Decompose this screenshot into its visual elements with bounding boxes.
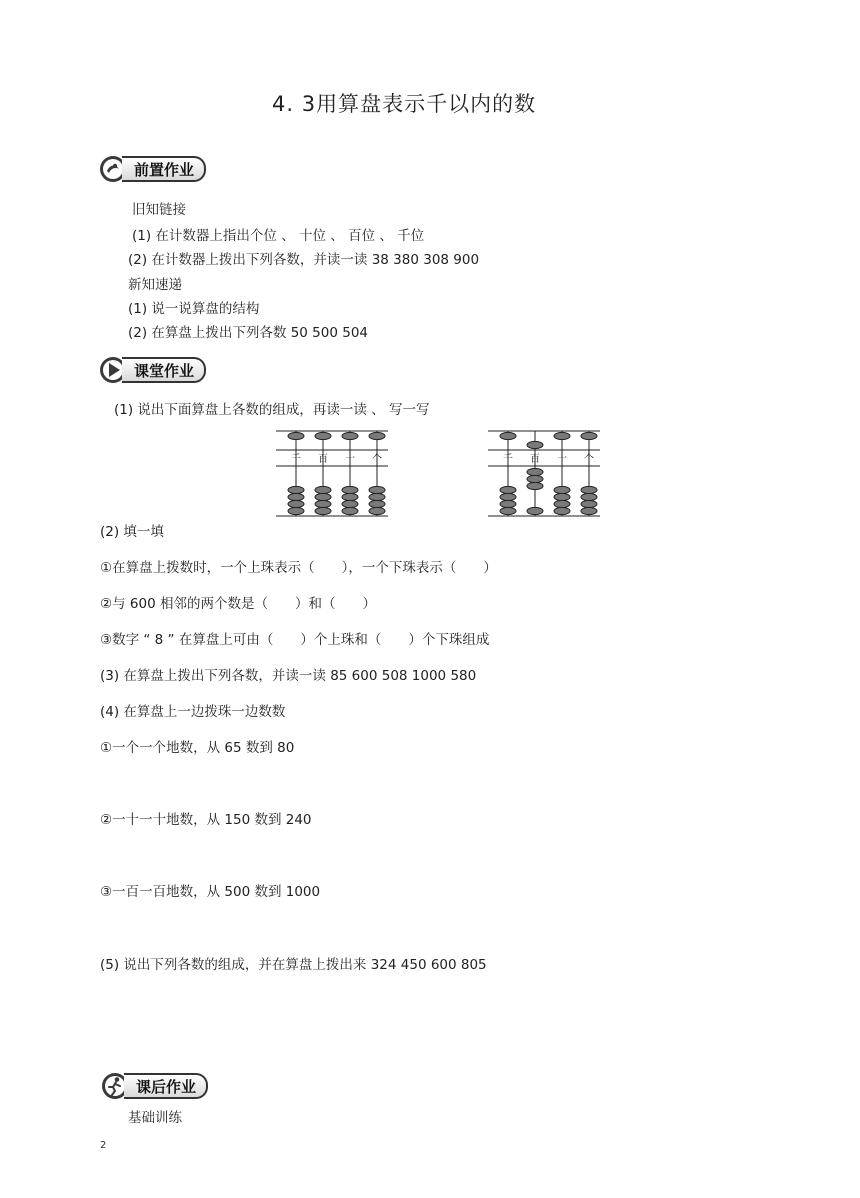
class-question-2c: ③数字 “ 8 ” 在算盘上可由（ ）个上珠和（ ）个下珠组成 xyxy=(100,632,490,648)
abacus-upper-bead xyxy=(527,441,543,448)
abacus-lower-bead xyxy=(527,475,543,482)
abacus-lower-bead xyxy=(342,507,358,514)
abacus-1-label-ge: 个 xyxy=(372,454,382,465)
abacus-lower-bead xyxy=(527,482,543,489)
class-question-3: (3) 在算盘上拨出下列各数，并读一读 85 600 508 1000 580 xyxy=(100,668,477,684)
abacus-lower-bead xyxy=(554,500,570,507)
class-question-4c: ③一百一百地数，从 500 数到 1000 xyxy=(100,884,321,900)
abacus-upper-bead xyxy=(342,432,358,439)
abacus-lower-bead xyxy=(500,500,516,507)
abacus-lower-bead xyxy=(581,486,597,493)
class-question-1: (1) 说出下面算盘上各数的组成，再读一读 、 写一写 xyxy=(114,402,430,418)
abacus-2 xyxy=(488,430,600,518)
class-question-4: (4) 在算盘上一边拨珠一边数数 xyxy=(100,704,286,720)
abacus-upper-bead xyxy=(500,432,516,439)
abacus-lower-bead xyxy=(500,507,516,514)
section-title-post: 课后作业 xyxy=(124,1073,208,1099)
abacus-lower-bead xyxy=(527,507,543,514)
class-question-5: (5) 说出下列各数的组成，并在算盘上拨出来 324 450 600 805 xyxy=(100,957,487,973)
pre-line-3: (2) 在计数器上拨出下列各数，并读一读 38 380 308 900 xyxy=(128,252,480,268)
section-badge-pre xyxy=(98,154,206,184)
abacus-2-label-bai: 百 xyxy=(530,454,540,465)
class-question-2a: ①在算盘上拨数时，一个上珠表示（ ），一个下珠表示（ ） xyxy=(100,560,497,576)
abacus-lower-bead xyxy=(288,486,304,493)
section-badge-post xyxy=(100,1071,208,1101)
abacus-upper-bead xyxy=(288,432,304,439)
abacus-2-label-ge: 个 xyxy=(584,454,594,465)
abacus-1 xyxy=(276,430,388,518)
post-line-1: 基础训练 xyxy=(128,1110,182,1126)
pre-line-6: (2) 在算盘上拨出下列各数 50 500 504 xyxy=(128,325,369,341)
abacus-lower-bead xyxy=(500,493,516,500)
abacus-lower-bead xyxy=(554,486,570,493)
abacus-upper-bead xyxy=(581,432,597,439)
abacus-lower-bead xyxy=(554,507,570,514)
class-question-4a: ①一个一个地数，从 65 数到 80 xyxy=(100,740,295,756)
abacus-lower-bead xyxy=(315,500,331,507)
abacus-2-label-shi: 十 xyxy=(557,454,567,465)
pre-line-5: (1) 说一说算盘的结构 xyxy=(128,301,260,317)
abacus-upper-bead xyxy=(369,432,385,439)
class-question-2: (2) 填一填 xyxy=(100,524,164,540)
abacus-lower-bead xyxy=(500,486,516,493)
abacus-lower-bead xyxy=(581,493,597,500)
abacus-1-label-bai: 百 xyxy=(318,454,328,465)
abacus-upper-bead xyxy=(315,432,331,439)
abacus-lower-bead xyxy=(315,493,331,500)
abacus-lower-bead xyxy=(554,493,570,500)
page-number: 2 xyxy=(100,1140,107,1151)
section-badge-class xyxy=(98,355,206,385)
class-question-2b: ②与 600 相邻的两个数是（ ）和（ ） xyxy=(100,596,376,612)
section-title-class: 课堂作业 xyxy=(122,357,206,383)
pre-line-1: 旧知链接 xyxy=(132,202,186,218)
abacus-lower-bead xyxy=(369,493,385,500)
pre-line-2: (1) 在计数器上指出个位 、 十位 、 百位 、 千位 xyxy=(132,228,425,244)
page-title: 4. 3用算盘表示千以内的数 xyxy=(272,92,537,116)
abacus-lower-bead xyxy=(369,500,385,507)
abacus-upper-bead xyxy=(554,432,570,439)
abacus-lower-bead xyxy=(288,507,304,514)
class-question-4b: ②一十一十地数，从 150 数到 240 xyxy=(100,812,312,828)
abacus-lower-bead xyxy=(342,486,358,493)
abacus-lower-bead xyxy=(581,500,597,507)
abacus-2-label-qian: 千 xyxy=(503,454,513,465)
abacus-lower-bead xyxy=(342,493,358,500)
section-title-pre: 前置作业 xyxy=(122,156,206,182)
abacus-lower-bead xyxy=(527,468,543,475)
abacus-1-label-qian: 千 xyxy=(291,454,301,465)
abacus-lower-bead xyxy=(288,500,304,507)
abacus-lower-bead xyxy=(581,507,597,514)
abacus-1-label-shi: 十 xyxy=(345,454,355,465)
abacus-lower-bead xyxy=(315,486,331,493)
abacus-lower-bead xyxy=(315,507,331,514)
abacus-lower-bead xyxy=(342,500,358,507)
abacus-lower-bead xyxy=(288,493,304,500)
abacus-lower-bead xyxy=(369,507,385,514)
pre-line-4: 新知速递 xyxy=(128,277,182,293)
abacus-lower-bead xyxy=(369,486,385,493)
